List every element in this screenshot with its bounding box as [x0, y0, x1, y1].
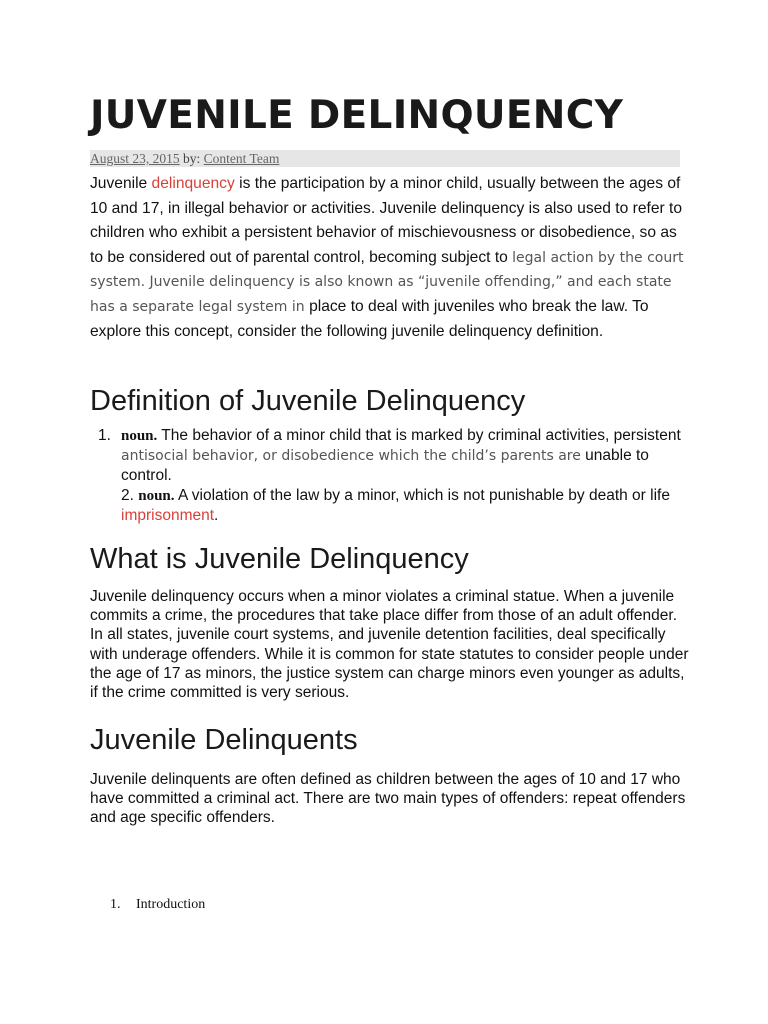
definition-2-end: . — [214, 506, 219, 524]
definition-1-text: The behavior of a minor child that is marked by criminal activities, persistent — [157, 427, 681, 444]
intro-text-4: place to deal with juveniles who break the law. To explore this concept, consider the following juvenile delinquency definition. — [90, 297, 649, 340]
definition-item — [90, 426, 690, 525]
definition-2-text: A violation of the law by a minor, which is not punishable by death or life — [174, 486, 670, 504]
toc-list — [110, 897, 205, 913]
noun-label-2: noun. — [138, 487, 175, 504]
intro-text-2: is the participation by a minor child, usually between the ages of 10 and 17, in illegal behavior or activities. Juvenile delinquency is also used to refer to children who exhibit a persistent behavior of mischievousness or disobedience, so as to be considered out of parental control, becoming subject to — [90, 175, 683, 266]
definition-1-light-text: antisocial behavior, or disobedience which the child’s parents are — [121, 448, 581, 465]
article-date-link[interactable]: August 23, 2015 — [90, 151, 180, 166]
article-meta-bar — [90, 150, 680, 167]
intro-paragraph — [90, 172, 690, 344]
definition-number: 1. — [98, 427, 111, 444]
toc-item-number: 1. — [110, 897, 121, 912]
delinquents-heading: Juvenile Delinquents — [90, 724, 358, 756]
delinquents-paragraph: Juvenile delinquents are often defined as children between the ages of 10 and 17 who have committed a criminal act. There are two main types of offenders: repeat offenders and age specific offenders. — [90, 771, 686, 827]
intro-text-3: legal action by the court system. Juvenile delinquency is also known as “juvenile offending,” and each state has a separate legal system in — [90, 249, 684, 315]
what-is-heading: What is Juvenile Delinquency — [90, 543, 469, 575]
article-by-label: by: — [183, 151, 201, 166]
definition-2-number: 2. — [121, 486, 134, 504]
definition-list — [90, 426, 690, 525]
definition-heading: Definition of Juvenile Delinquency — [90, 385, 526, 417]
imprisonment-link[interactable]: imprisonment — [121, 506, 215, 524]
article-title: JUVENILE DELINQUENCY — [90, 93, 624, 138]
toc-item-introduction[interactable]: Introduction — [136, 897, 206, 912]
definition-1-end: unable to control. — [121, 447, 649, 485]
intro-text-1: Juvenile — [90, 175, 152, 192]
article-author-link[interactable]: Content Team — [203, 151, 280, 166]
delinquency-link[interactable]: delinquency — [151, 175, 235, 192]
what-is-paragraph: Juvenile delinquency occurs when a minor violates a criminal statue. When a juvenile commits a crime, the procedures that take place differ from those of an adult offender. In all states, juvenile court systems, and juvenile detention facilities, deal specifically with underage offenders. While it is common for state statutes to consider people under the age of 17 as minors, the justice system can charge minors even younger as adults, if the crime committed is very serious. — [90, 588, 689, 702]
noun-label: noun. — [121, 428, 158, 444]
